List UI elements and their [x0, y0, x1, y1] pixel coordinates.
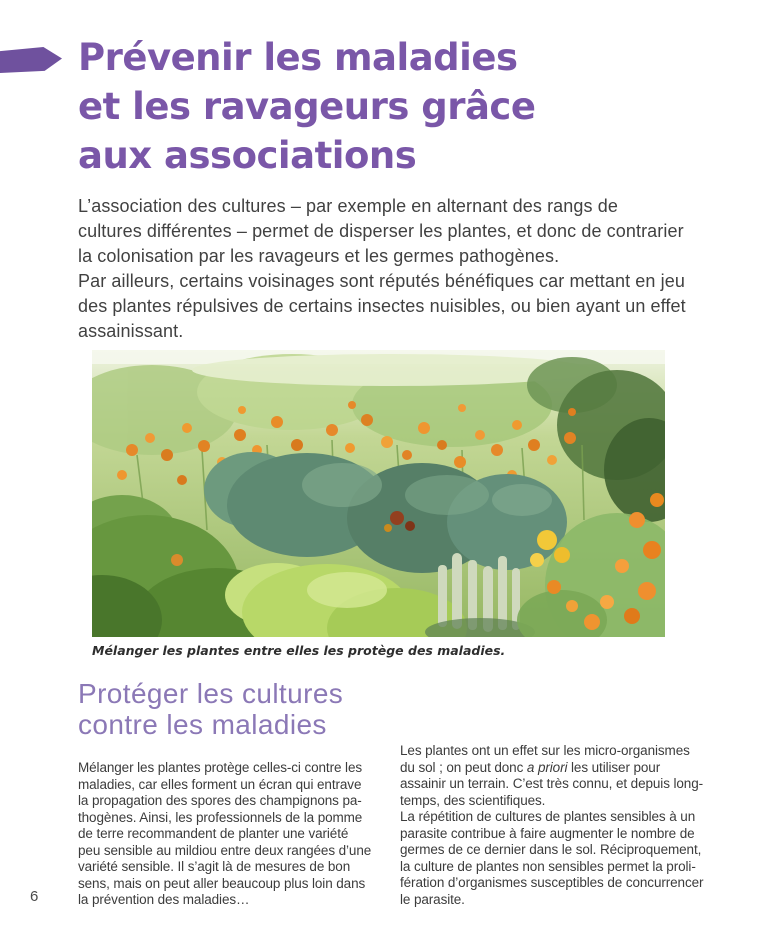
page-number: 6 — [30, 888, 39, 905]
section-heading-line: contre les maladies — [78, 709, 327, 740]
body-line: temps, des scientifiques. — [400, 792, 546, 808]
intro-paragraph — [78, 194, 686, 344]
body-line: Mélanger les plantes protège celles-ci contre les — [78, 760, 362, 775]
body-line: parasite contribue à faire augmenter le nombre de — [400, 825, 695, 841]
section-heading-line: Protéger les cultures — [78, 678, 344, 709]
body-line-segment-italic: a priori — [526, 759, 568, 775]
chapter-arrow-icon — [0, 47, 62, 73]
body-line: Les plantes ont un effet sur les micro-organismes — [400, 743, 690, 758]
body-line: la propagation des spores des champignons pa- — [78, 793, 362, 808]
body-line — [400, 760, 706, 777]
photo-caption: Mélanger les plantes entre elles les protège des maladies. — [92, 643, 506, 658]
page-title-line: Prévenir les maladies — [78, 36, 518, 79]
intro-line: des plantes répulsives de certains insectes nuisibles, ou bien ayant un effet — [78, 296, 686, 316]
right-column-text — [400, 743, 706, 908]
section-heading — [78, 678, 343, 740]
body-line-segment: du sol ; on peut donc — [400, 759, 527, 775]
body-line: maladies, car elles forment un écran qui entrave — [78, 776, 362, 792]
body-line: la prévention des maladies… — [78, 892, 250, 907]
page-title-line: et les ravageurs grâce — [78, 85, 536, 128]
body-line: sens, mais on peut aller beaucoup plus loin dans — [78, 875, 366, 891]
body-line: le parasite. — [400, 891, 465, 907]
garden-photo-figure — [92, 350, 665, 658]
page-title-line: aux associations — [78, 134, 417, 177]
body-line: peu sensible au mildiou entre deux rangées d’une — [78, 842, 372, 858]
body-line-segment: les utiliser pour — [567, 759, 661, 775]
intro-line: Par ailleurs, certains voisinages sont réputés bénéfiques car mettant en jeu — [78, 271, 685, 291]
body-line: assainir un terrain. C’est très connu, et depuis long- — [400, 776, 704, 791]
left-column-text — [78, 760, 393, 909]
intro-line: cultures différentes – permet de disperser les plantes, et donc de contrarier — [78, 221, 684, 241]
body-line: variété sensible. Il s’agit là de mesures de bon — [78, 859, 351, 874]
page-title — [78, 33, 535, 180]
garden-photo — [92, 350, 665, 637]
body-line: thogènes. Ainsi, les professionnels de la pomme — [78, 809, 363, 825]
body-line: de terre recommandent de planter une variété — [78, 826, 349, 841]
body-line: la culture de plantes non sensibles permet la proli- — [400, 858, 696, 874]
intro-line: assainissant. — [78, 321, 184, 341]
intro-line: L’association des cultures – par exemple en alternant des rangs de — [78, 196, 618, 216]
body-line: La répétition de cultures de plantes sensibles à un — [400, 809, 696, 824]
body-line: fération d’organismes susceptibles de concurrencer — [400, 875, 704, 890]
body-line: germes de ce dernier dans le sol. Réciproquement, — [400, 842, 702, 857]
intro-line: la colonisation par les ravageurs et les germes pathogènes. — [78, 246, 560, 266]
